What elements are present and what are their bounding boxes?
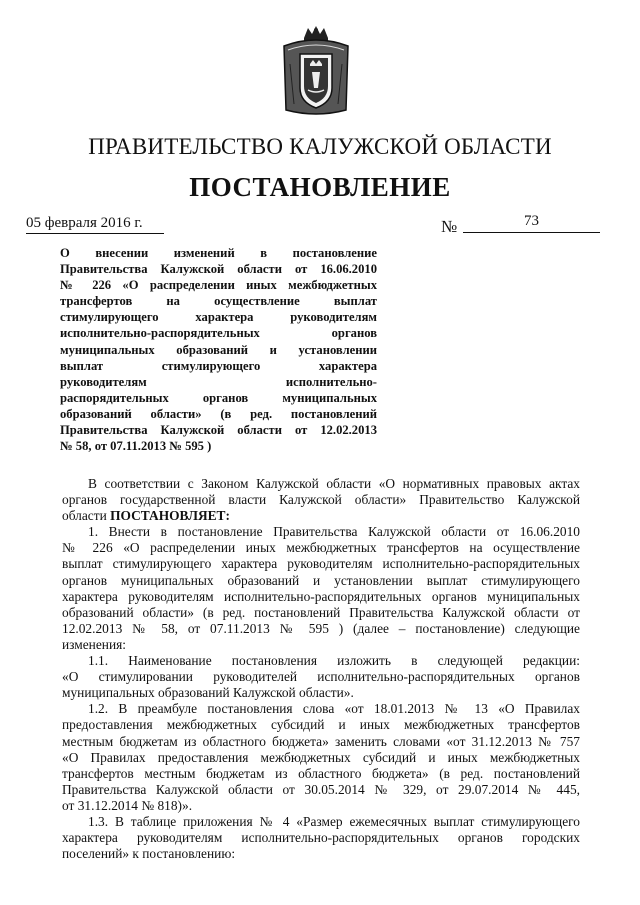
subject-line: № 226 «О распределении иных межбюджетных bbox=[60, 278, 377, 293]
subject-line: стимулирующего характера руководителям bbox=[60, 310, 377, 325]
document-type-title: ПОСТАНОВЛЕНИЕ bbox=[189, 172, 451, 202]
body-line: характера руководителям исполнительно-распорядительных органов городских bbox=[62, 830, 580, 846]
subject-line: № 58, от 07.11.2013 № 595 ) bbox=[60, 439, 212, 454]
subject-line: распорядительных органов муниципальных bbox=[60, 390, 377, 405]
body-line: 1.1. Наименование постановления изложить в следующей редакции: bbox=[88, 653, 580, 669]
subject-line: О внесении изменений в постановление bbox=[60, 246, 377, 260]
body-line: органов муниципальных образований и установлении выплат стимулирующего bbox=[62, 572, 580, 588]
preamble-paragraph bbox=[62, 476, 580, 524]
body-line: № 226 «О распределении иных межбюджетных трансфертов на осуществление bbox=[62, 540, 580, 556]
subject-line: образований области» (в ред. постановлений bbox=[60, 406, 377, 421]
body-line: выплат стимулирующего характера руководителям исполнительно-распорядительных bbox=[62, 556, 580, 572]
body-line: трансфертов местным бюджетам из областного бюджета» (в ред. постановлений bbox=[62, 765, 580, 781]
body-line: характера руководителям исполнительно-распорядительных органов муниципальных bbox=[62, 588, 580, 604]
body-line bbox=[62, 508, 580, 524]
body-line: местным бюджетам из областного бюджета» заменить словами «от 31.12.2013 № 757 bbox=[62, 733, 580, 749]
paragraph-1-2 bbox=[62, 701, 580, 814]
subject-line: Правительства Калужской области от 16.06.2010 bbox=[60, 262, 377, 277]
body-line: «О стимулировании руководителей исполнительно-распорядительных органов bbox=[62, 669, 580, 685]
government-name: ПРАВИТЕЛЬСТВО КАЛУЖСКОЙ ОБЛАСТИ bbox=[88, 134, 552, 159]
body-line: муниципальных образований Калужской области». bbox=[62, 685, 354, 701]
body-line: В соответствии с Законом Калужской области «О нормативных правовых актах bbox=[88, 476, 580, 491]
paragraph-1-1 bbox=[62, 653, 580, 701]
document-number: 73 bbox=[463, 213, 600, 233]
subject-line: выплат стимулирующего характера bbox=[60, 358, 377, 373]
coat-of-arms-icon bbox=[280, 24, 352, 120]
decree-word: ПОСТАНОВЛЯЕТ: bbox=[110, 508, 230, 524]
paragraph-1-3 bbox=[62, 814, 580, 862]
body-line: 1.2. В преамбуле постановления слова «от 18.01.2013 № 13 «О Правилах bbox=[88, 701, 580, 717]
body-line: 1.3. В таблице приложения № 4 «Размер ежемесячных выплат стимулирующего bbox=[88, 813, 580, 829]
body-line: органов государственной власти Калужской области» Правительство Калужской bbox=[62, 492, 580, 508]
body-line: от 31.12.2014 № 818)». bbox=[62, 797, 193, 813]
body-line: 1. Внести в постановление Правительства Калужской области от 16.06.2010 bbox=[88, 524, 580, 540]
body-line: изменения: bbox=[62, 636, 127, 652]
preamble-end: области bbox=[62, 508, 111, 524]
subject-line: муниципальных образований и установлении bbox=[60, 342, 377, 357]
document-date: 05 февраля 2016 г. bbox=[26, 215, 164, 234]
body-line: 12.02.2013 № 58, от 07.11.2013 № 595 ) (далее – постановление) следующие bbox=[62, 620, 580, 636]
decree-subject bbox=[60, 245, 377, 454]
body-line: поселений» к постановлению: bbox=[62, 846, 236, 862]
subject-line: Правительства Калужской области от 12.02.2013 bbox=[60, 423, 377, 438]
subject-line: трансфертов на осуществление выплат bbox=[60, 294, 377, 309]
body-line: образований области» (в ред. постановлений Правительства Калужской области от bbox=[62, 604, 580, 620]
number-label: № bbox=[441, 217, 458, 236]
body-line: предоставления межбюджетных субсидий и иных межбюджетных трансфертов bbox=[62, 717, 580, 733]
subject-line: исполнительно-распорядительных органов bbox=[60, 326, 377, 341]
subject-line: руководителям исполнительно- bbox=[60, 374, 377, 389]
decree-body bbox=[62, 476, 580, 862]
body-line: «О Правилах предоставления межбюджетных субсидий и иных межбюджетных bbox=[62, 749, 580, 765]
body-line: Правительства Калужской области от 30.05.2014 № 329, от 29.07.2014 № 445, bbox=[62, 781, 580, 797]
paragraph-1 bbox=[62, 524, 580, 653]
